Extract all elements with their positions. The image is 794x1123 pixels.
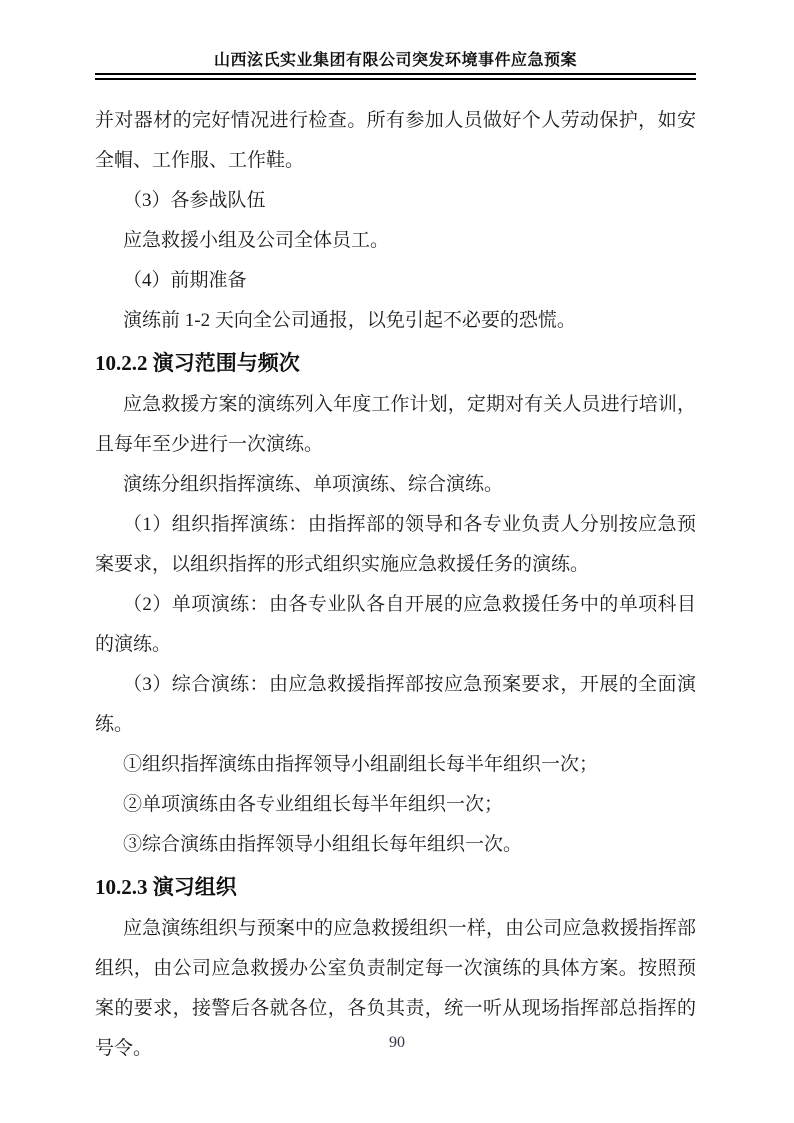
body-paragraph: 应急救援小组及公司全体员工。 [123, 230, 390, 251]
body-paragraph: 演练分组织指挥演练、单项演练、综合演练。 [123, 474, 504, 495]
document-body [95, 101, 696, 1069]
header-double-rule [95, 73, 696, 80]
section-heading: 10.2.2 演习范围与频次 [95, 351, 300, 375]
section-heading: 10.2.3 演习组织 [95, 875, 237, 899]
body-paragraph: 应急救援方案的演练列入年度工作计划，定期对有关人员进行培训，且每年至少进行一次演练。 [95, 394, 696, 455]
body-paragraph: （4）前期准备 [123, 270, 247, 291]
body-paragraph: （2）单项演练：由各专业队各自开展的应急救援任务中的单项科目的演练。 [95, 594, 696, 655]
header-title: 山西泫氏实业集团有限公司突发环境事件应急预案 [213, 52, 577, 69]
body-paragraph: 应急演练组织与预案中的应急救援组织一样，由公司应急救援指挥部组织，由公司应急救援办公室负责制定每一次演练的具体方案。按照预案的要求，接警后各就各位，各负其责，统一听从现场指挥部总指挥的号令。 [95, 918, 696, 1059]
body-paragraph: 并对器材的完好情况进行检查。所有参加人员做好个人劳动保护，如安全帽、工作服、工作鞋。 [95, 110, 696, 171]
body-paragraph: 演练前 1-2 天向全公司通报，以免引起不必要的恐慌。 [123, 310, 576, 331]
page-footer [0, 1032, 794, 1054]
body-paragraph: （3）综合演练：由应急救援指挥部按应急预案要求，开展的全面演练。 [95, 674, 696, 735]
body-paragraph: ②单项演练由各专业组组长每半年组织一次； [123, 794, 504, 815]
body-paragraph: （1）组织指挥演练：由指挥部的领导和各专业负责人分别按应急预案要求，以组织指挥的形式组织实施应急救援任务的演练。 [95, 514, 696, 575]
page-number: 90 [389, 1034, 405, 1051]
body-paragraph: ③综合演练由指挥领导小组组长每年组织一次。 [123, 834, 523, 855]
body-paragraph: ①组织指挥演练由指挥领导小组副组长每半年组织一次； [123, 754, 599, 775]
body-paragraph: （3）各参战队伍 [123, 190, 266, 211]
page-header [95, 0, 696, 80]
